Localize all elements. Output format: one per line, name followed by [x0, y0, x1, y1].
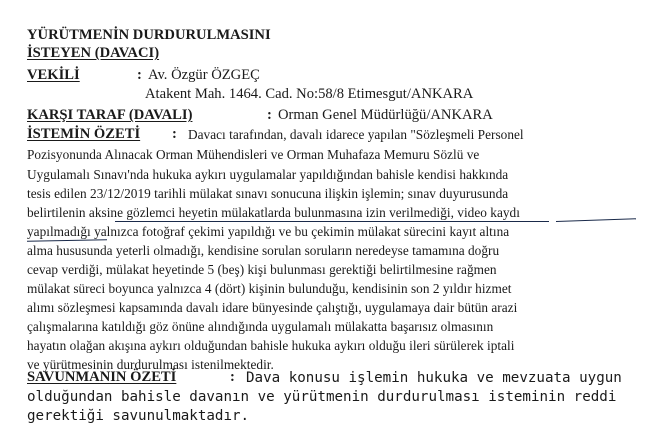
body-line: hayatın olağan akışına aykırı olduğundan bahisle hukuka aykırı olduğu ileri sürülerek iptali [27, 338, 515, 353]
istemin-ozeti-label: İSTEMİN ÖZETİ [27, 126, 141, 142]
body-line: ve yürütmesinin durdurulması istenilmektedir. [27, 357, 274, 372]
body-line: belirtilenin aksine gözlemci heyetin mülakatlarda bulunmasına izin verilmediği, video kaydı [27, 205, 520, 220]
body-line: yapılmadığı yalnızca fotoğraf çekimi yapıldığı ve bu çekimin mülakat sürecini kayıt altına [27, 224, 510, 239]
savunmanin-ozeti-label: SAVUNMANIN ÖZETİ [27, 369, 177, 385]
karsi-taraf-label: KARŞI TARAF (DAVALI) [27, 107, 193, 123]
highlight-underline-3 [27, 239, 107, 241]
body-line: alımı sözleşmesi kapsamında davalı idare bünyesinde çalıştığı, uygulamaya dair bütün arazi [27, 300, 518, 315]
title-line-1: YÜRÜTMENİN DURDURULMASINI [27, 27, 271, 43]
vekili-label: VEKİLİ [27, 67, 80, 83]
body-line: Pozisyonunda Alınacak Orman Mühendisleri ve Orman Muhafaza Memuru Sözlü ve [27, 147, 480, 162]
body-line: Davacı tarafından, davalı idarece yapılan "Sözleşmeli Personel [188, 127, 524, 142]
vekili-address: Atakent Mah. 1464. Cad. No:58/8 Etimesgut/ANKARA [145, 86, 474, 102]
title-line-2: İSTEYEN (DAVACI) [27, 45, 160, 61]
highlight-underline-2 [556, 218, 636, 222]
body-line: çalışmalarına katıldığı göz önüne alındığında uygulamalı mülakatta başarısız olmasının [27, 319, 494, 334]
karsi-taraf-name: Orman Genel Müdürlüğü/ANKARA [278, 107, 493, 123]
vekili-name: Av. Özgür ÖZGEÇ [148, 67, 260, 83]
body-line: olduğundan bahisle davanın ve yürütmenin durdurulması isteminin reddi [27, 389, 617, 405]
highlight-underline-1 [115, 221, 549, 222]
body-line: Uygulamalı Sınavı'nda hukuka aykırı uygulamalar yapıldığından bahisle kendisi hakkında [27, 167, 509, 182]
body-line: Dava konusu işlemin hukuka ve mevzuata uygun [246, 370, 622, 386]
body-line: mülakat süreci boyunca yalnızca 4 (dört) kişinin bulunduğu, kendisinin son 2 yıldır hizmet [27, 281, 512, 296]
body-line: cevap verdiği, mülakat heyetinde 5 (beş) kişi bulunması gerektiği belirtilmesine rağmen [27, 262, 497, 277]
body-line: gerektiği savunulmaktadır. [27, 408, 250, 424]
body-line: alma hususunda yeterli olmadığı, kendisine sorulan soruların neredeyse tamamına doğru [27, 243, 500, 258]
body-line: tesis edilen 23/12/2019 tarihli mülakat sınavı sonucuna ilişkin işlemin; sınav duyurusunda [27, 186, 509, 201]
savunmanin-ozeti-colon: : [230, 369, 235, 385]
vekili-colon: : [137, 67, 142, 83]
istemin-ozeti-colon: : [172, 126, 177, 142]
karsi-taraf-colon: : [267, 107, 272, 123]
